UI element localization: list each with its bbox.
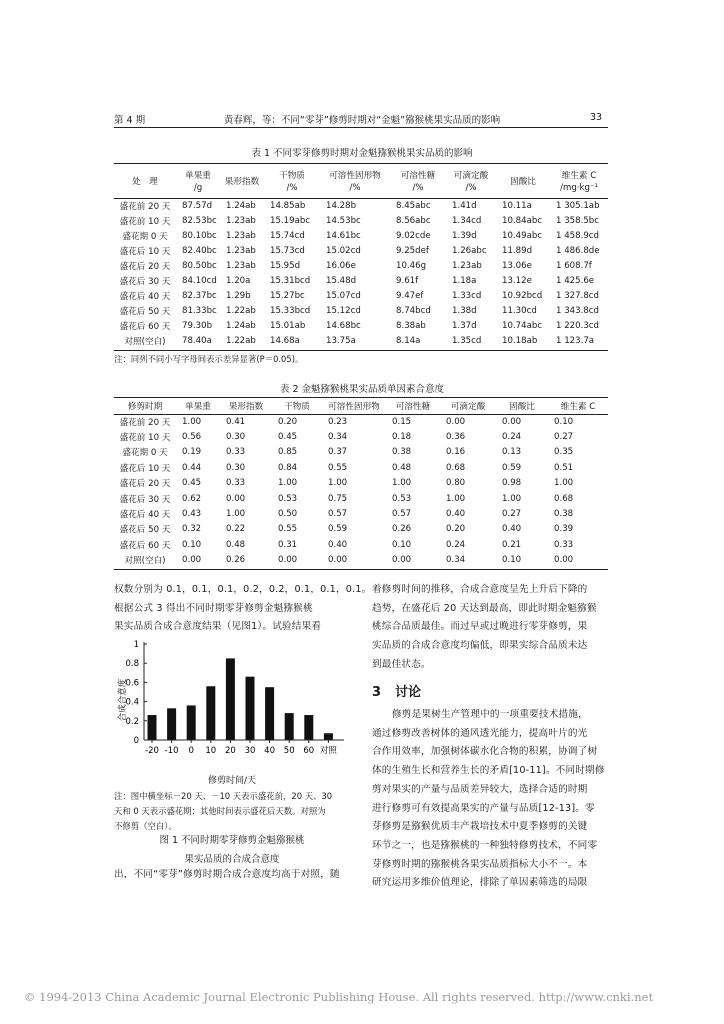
table-cell: 0.26 [226,555,246,566]
chart-xtick-label: 10 [205,746,217,756]
table-cell: 0.48 [226,539,246,550]
table-row [114,460,608,475]
table-cell: 14.68bc [326,321,361,332]
table-cell: 8.14a [396,336,421,347]
table-cell: 0.51 [554,462,574,473]
table-cell: 0.21 [502,539,522,550]
table-header-cell: 单果重 [185,401,211,412]
table-cell: 82.53bc [182,215,217,226]
row-label: 盛花后 50 天 [119,525,171,536]
table-row [114,198,608,213]
table-cell: 1.24ab [226,321,256,332]
row-label: 盛花前 20 天 [119,417,171,428]
table-header-cell: 固酸比 [510,176,536,187]
table-cell: 0.30 [226,432,246,443]
table-cell: 1.39d [452,230,477,241]
table-cell: 0.10 [182,539,202,550]
chart-bar [285,713,294,740]
row-label: 盛花后 50 天 [119,307,171,318]
row-label: 盛花后 30 天 [119,494,171,505]
table-header-cell: 可溶性固形物 [328,401,380,412]
table-cell: 0.00 [554,555,574,566]
table-row [114,228,608,243]
table-cell: 1.35cd [452,336,482,347]
copyright-footer: © 1994-2013 China Academic Journal Electronic Publishing House. All rights reserved. http://www.cnki.net [24,990,654,1004]
chart-ytick-label: 0.2 [125,716,139,727]
table-cell: 15.74cd [270,230,305,241]
row-label: 对照(空白) [124,556,166,567]
table-cell: 0.35 [554,447,574,458]
row-label: 盛花期 0 天 [122,231,168,242]
table-cell: 1.00 [278,478,298,489]
table-cell: 9.25def [396,245,429,256]
table-cell: 0.10 [392,539,412,550]
chart-ytick-label: 0.8 [125,659,139,670]
table-header-cell: 可滴定酸 [450,401,486,412]
table-cell: 15.33bcd [270,306,311,317]
table-cell: 0.44 [182,462,202,473]
table-cell: 0.57 [328,509,348,520]
table-cell: 11.30cd [502,306,537,317]
header-rule [114,127,608,128]
table-row [114,243,608,258]
table-cell: 0.00 [446,416,466,427]
chart-ylabel: 合成合意度 [118,678,128,722]
table-row [114,429,608,444]
chart-bar [187,705,196,740]
table-cell: 15.07cd [326,291,361,302]
table-cell: 1.37d [452,321,477,332]
table-cell: 1 123.7a [556,336,595,347]
table-cell: 0.68 [554,493,574,504]
chart-xtick-label: 20 [224,746,236,756]
table-cell: 0.62 [182,493,202,504]
table-row [114,334,608,349]
table-cell: 13.06e [502,260,532,271]
table-cell: 10.92bcd [502,291,543,302]
table-cell: 1 425.6e [556,276,595,287]
table-header-cell: 果形指数 [224,176,260,187]
table-cell: 15.73cd [270,245,305,256]
chart-xtick-label: 对照 [319,746,337,756]
running-title: 黄春辉，等：不同“零芽”修剪时期对“金魁”猕猴桃果实品质的影响 [223,115,501,126]
section-heading: 3 讨论 [372,685,422,700]
table-cell: 10.74abc [502,321,543,332]
table-row [114,213,608,228]
table-cell: 15.19abc [270,215,311,226]
table-cell: 15.01ab [270,321,306,332]
table-cell: 78.40a [182,336,212,347]
table-cell: 0.57 [392,509,412,520]
row-label: 盛花后 40 天 [119,510,171,521]
row-label: 盛花后 60 天 [119,322,171,333]
table-cell: 82.40bc [182,245,217,256]
table-cell: 10.11a [502,200,532,211]
table-cell: 15.27bc [270,291,305,302]
table-cell: 1.00 [502,493,522,504]
table-cell: 0.22 [226,524,246,535]
table-row [114,522,608,537]
table-cell: 10.46g [396,260,427,271]
left-paragraph: 权数分别为 0.1，0.1，0.1，0.2，0.2，0.1，0.1，0.1。 根据公式 3 得出不同时期零芽修剪金魁猕猴桃 果实品质合成合意度结果（见图1）。试验结果看 [114,584,372,633]
table-header-cell: 可溶性糖 [395,401,431,412]
table-cell: 0.75 [328,493,348,504]
table-cell: 1.23ab [226,260,256,271]
chart-bar [265,687,274,740]
chart-xtick-label: 50 [283,746,295,756]
table-cell: 0.33 [554,539,574,550]
table-cell: 1 305.1ab [556,200,600,211]
table-cell: 80.50bc [182,260,217,271]
table-cell: 0.16 [446,447,466,458]
table-cell: 0.20 [278,416,298,427]
table-cell: 16.06e [326,260,356,271]
table-cell: 1.18a [452,276,477,287]
table-row [114,273,608,288]
table-cell: 0.59 [328,524,348,535]
table-cell: 1.20a [226,276,251,287]
table-header-cell: 可溶性固形物 /% [329,170,381,193]
table-cell: 10.84abc [502,215,543,226]
table-cell: 1.00 [182,416,202,427]
table-header-cell: 可溶性糖 /% [400,170,436,193]
table-cell: 1 608.7f [556,260,592,271]
table-row [114,476,608,491]
chart-bar [206,686,215,740]
table-cell: 1.23ab [226,215,256,226]
table-cell: 0.33 [226,447,246,458]
chart-bar [324,733,333,740]
table-cell: 15.48d [326,276,357,287]
table-header-cell: 干物质 /% [279,170,305,193]
right-paragraph: 着修剪时间的推移，合成合意度呈先上升后下降的 趋势，在盛花后 20 天达到最高，即此时期金魁猕猴 桃综合品质最佳。而过早或过晚进行零芽修剪，果 实品质的合成合意度均偏低，即果实综合品质未达 到最佳状态。 [372,584,597,670]
chart-ytick-label: 0.4 [125,697,139,708]
table-cell: 80.10bc [182,230,217,241]
chart-xtick-label: 0 [188,746,194,756]
table-cell: 15.31bcd [270,276,311,287]
row-label: 盛花期 0 天 [122,448,168,459]
table-cell: 0.40 [328,539,348,550]
table-cell: 9.47ef [396,291,424,302]
table-cell: 1.33cd [452,291,482,302]
table-cell: 1.23ab [452,260,482,271]
chart-xtick-label: 30 [244,746,256,756]
table-header-cell: 单果重 /g [185,170,211,193]
table-cell: 0.45 [278,432,298,443]
table-cell: 10.18ab [502,336,538,347]
issue-number: 第 4 期 [114,115,146,126]
table-cell: 11.89d [502,245,533,256]
table-cell: 0.40 [502,524,522,535]
table-cell: 0.98 [502,478,522,489]
chart-ytick-label: 0 [133,736,139,746]
page-number: 33 [590,112,603,123]
table-cell: 8.56abc [396,215,431,226]
table-cell: 0.27 [554,432,574,443]
table-cell: 1.22ab [226,336,256,347]
table-cell: 0.00 [328,555,348,566]
table-cell: 1.22ab [226,306,256,317]
table-cell: 0.53 [392,493,412,504]
table-cell: 0.18 [392,432,412,443]
table-cell: 0.68 [446,462,466,473]
table-cell: 1 486.8de [556,245,600,256]
table-cell: 0.48 [392,462,412,473]
table-cell: 1.23ab [226,230,256,241]
chart-xtick-label: -10 [164,746,179,756]
row-label: 对照(空白) [124,337,166,348]
table-cell: 0.56 [182,432,202,443]
table-cell: 1.23ab [226,245,256,256]
table-cell: 0.45 [182,478,202,489]
table-cell: 1.26abc [452,245,487,256]
table-cell: 14.85ab [270,200,306,211]
table-cell: 0.15 [392,416,412,427]
row-label: 盛花前 20 天 [119,201,171,212]
table-header-cell: 干物质 [284,401,310,412]
chart-bar [167,708,176,740]
chart-bar [148,715,157,740]
table-header-cell: 可滴定酸 /% [453,170,489,193]
table-row [114,537,608,552]
figure1-caption: 图 1 不同时期零芽修剪金魁猕猴桃 [159,835,305,846]
table-cell: 1.00 [226,509,246,520]
table-cell: 0.80 [446,478,466,489]
chart-ytick-label: 0.6 [125,678,139,689]
row-label: 盛花后 20 天 [119,261,171,272]
table-cell: 1 458.9cd [556,230,599,241]
table-cell: 0.32 [182,524,202,535]
table-cell: 84.10cd [182,276,217,287]
discussion-paragraph: 修剪是果树生产管理中的一项重要技术措施， 通过修剪改善树体的通风透光能力，提高叶片的光 合作用效率，加强树体碳水化合物的积累，协调了树 体的生殖生长和营养生长的矛盾[10-11]。不同时期修 剪对果实的产量与品质差异较大，选择合适的时期 进行修剪可有效提高果实的产量与品质[12-13]。零 芽修剪是猕猴优质丰产栽培技术中夏季修剪的关键 环节之一，也是猕猴桃的一种独特修剪技术，不同零 芽修剪时期的猕猴桃各果实品质指标大小不一。本 研究运用多维价值理论，排除了单因素筛选的局限 [372,709,605,889]
row-label: 盛花后 40 天 [119,292,171,303]
left-bottom-line: 出，不同“零芽”修剪时期合成合意度均高于对照，随 [114,869,340,880]
row-label: 盛花前 10 天 [119,433,171,444]
table2 [114,399,608,568]
table-cell: 0.34 [328,432,348,443]
table-cell: 0.85 [278,447,298,458]
row-label: 盛花后 10 天 [119,463,171,474]
table-cell: 9.61f [396,276,419,287]
table-header-row [114,165,608,198]
table-cell: 81.33bc [182,306,217,317]
table-cell: 0.26 [392,524,412,535]
row-label: 盛花后 10 天 [119,246,171,257]
table-cell: 0.38 [392,447,412,458]
table-cell: 1.24ab [226,200,256,211]
table-cell: 0.23 [328,416,348,427]
row-label: 盛花前 10 天 [119,216,171,227]
table-cell: 0.38 [554,509,574,520]
table-cell: 0.27 [502,509,522,520]
table-row [114,319,608,334]
table-cell: 1.29b [226,291,251,302]
table2-caption: 表 2 金魁猕猴桃果实品质单因素合意度 [279,384,445,395]
table-cell: 0.00 [226,493,246,504]
table-cell: 0.37 [328,447,348,458]
table-cell: 0.36 [446,432,466,443]
table-cell: 8.45abc [396,200,431,211]
table-cell: 0.20 [446,524,466,535]
table-cell: 0.30 [226,462,246,473]
row-label: 盛花后 30 天 [119,277,171,288]
table-header-cell: 维生素 C /mg·kg⁻¹ [560,170,598,193]
table-cell: 14.28b [326,200,357,211]
table-cell: 0.31 [278,539,298,550]
table-row [114,304,608,319]
table-row [114,414,608,429]
table-header-row [114,399,608,414]
table-cell: 14.53bc [326,215,361,226]
table-cell: 0.24 [446,539,466,550]
table-cell: 15.95d [270,260,301,271]
table-cell: 15.12cd [326,306,361,317]
table-cell: 1 327.8cd [556,291,599,302]
table-cell: 1.34cd [452,215,482,226]
table-cell: 0.13 [502,447,522,458]
table-cell: 1 343.8cd [556,306,599,317]
table-row [114,445,608,460]
row-label: 盛花后 60 天 [119,540,171,551]
table-cell: 0.24 [502,432,522,443]
table-cell: 0.41 [226,416,246,427]
chart-bar [246,677,255,740]
table-cell: 14.61bc [326,230,361,241]
table-cell: 0.10 [502,555,522,566]
table-cell: 1.00 [554,478,574,489]
table-cell: 0.50 [278,509,298,520]
table-cell: 8.38ab [396,321,426,332]
table-cell: 1.00 [446,493,466,504]
table-cell: 14.68a [270,336,300,347]
table-cell: 9.02cde [396,230,431,241]
table-row [114,553,608,568]
table-row [114,289,608,304]
table-cell: 0.00 [278,555,298,566]
figure1-note: 注：图中横坐标－20 天、－10 天表示盛花前，20 天、30 天和 0 天表示盛花期；其他时间表示盛花后天数。对照为 不修剪（空白）。 [114,791,333,831]
chart-xtick-label: 40 [264,746,276,756]
table-cell: 0.40 [446,509,466,520]
table-cell: 1.38d [452,306,477,317]
table-row [114,506,608,521]
table-header-cell: 处 理 [132,176,158,187]
table-cell: 82.37bc [182,291,217,302]
table-header-cell: 维生素 C [560,401,596,412]
table-cell: 0.33 [226,478,246,489]
table-cell: 8.74bcd [396,306,431,317]
table1 [114,165,608,349]
table-cell: 0.00 [392,555,412,566]
figure1-bar-chart [114,638,354,766]
table-cell: 0.53 [278,493,298,504]
chart-ytick-label: 1 [133,640,139,650]
table-cell: 1 220.3cd [556,321,599,332]
table-cell: 1.41d [452,200,477,211]
table-cell: 13.75a [326,336,356,347]
table-cell: 0.00 [502,416,522,427]
table-cell: 0.59 [502,462,522,473]
table-cell: 79.30b [182,321,213,332]
table-cell: 0.43 [182,509,202,520]
table-header-cell: 果形指数 [228,401,264,412]
table-header-cell: 修剪时期 [127,401,163,412]
chart-bar [226,658,235,740]
table-cell: 0.34 [446,555,466,566]
table-header-cell: 固酸比 [509,401,535,412]
chart-bar [304,715,313,740]
table-cell: 10.49abc [502,230,543,241]
chart-xtick-label: 60 [303,746,315,756]
table1-note: 注：同列不同小写字母间表示差异显著(P＝0.05)。 [114,354,304,364]
table-cell: 1.00 [328,478,348,489]
table-cell: 13.12e [502,276,532,287]
table-cell: 15.02cd [326,245,361,256]
table-cell: 0.55 [278,524,298,535]
table-cell: 0.84 [278,462,298,473]
table-cell: 87.57d [182,200,213,211]
row-label: 盛花后 20 天 [119,479,171,490]
table-cell: 1 358.5bc [556,215,599,226]
figure1-caption-line2: 果实品质的合成合意度 [184,854,280,865]
table-cell: 0.55 [328,462,348,473]
chart-xtick-label: -20 [145,746,159,756]
table-row [114,491,608,506]
table-cell: 0.39 [554,524,574,535]
table-row [114,258,608,273]
table1-caption: 表 1 不同零芽修剪时期对金魁猕猴桃果实品质的影响 [251,148,473,159]
table-cell: 1.00 [392,478,412,489]
table-cell: 0.00 [182,555,202,566]
table-cell: 0.19 [182,447,202,458]
table-cell: 0.10 [554,416,574,427]
